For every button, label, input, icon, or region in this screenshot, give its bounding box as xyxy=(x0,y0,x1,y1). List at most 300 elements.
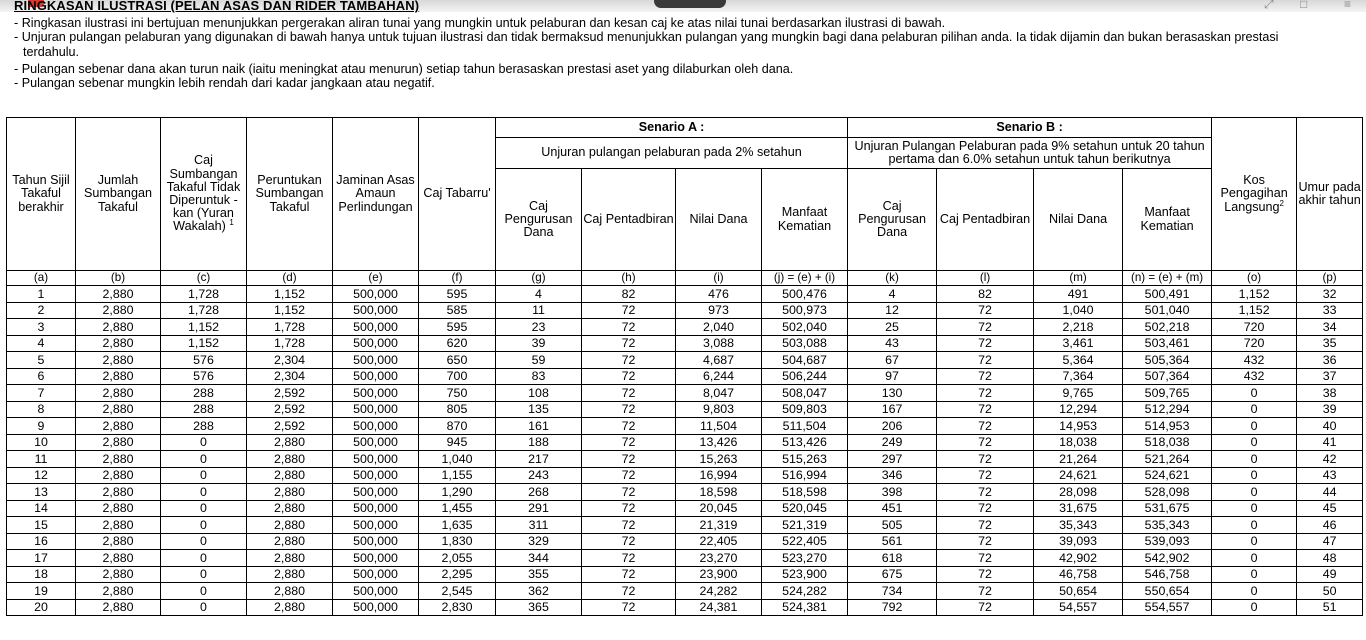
table-cell: 23,900 xyxy=(676,566,762,583)
window-icon[interactable]: □ xyxy=(1300,0,1308,11)
table-cell: 9,803 xyxy=(676,401,762,418)
note-2-cont: terdahulu. xyxy=(23,44,80,59)
table-row xyxy=(7,500,1363,517)
table-cell: 2,880 xyxy=(76,401,161,418)
table-cell: 502,040 xyxy=(762,319,848,336)
viewer-pill[interactable] xyxy=(654,0,726,8)
table-cell: 44 xyxy=(1297,484,1363,501)
table-cell: 161 xyxy=(496,418,582,435)
table-cell: 50 xyxy=(1297,583,1363,600)
column-letter: (b) xyxy=(76,271,161,286)
table-cell: 805 xyxy=(419,401,496,418)
table-cell: 2,880 xyxy=(76,368,161,385)
table-cell: 329 xyxy=(496,533,582,550)
table-cell: 524,381 xyxy=(762,599,848,616)
table-cell: 18,038 xyxy=(1034,434,1123,451)
table-cell: 502,218 xyxy=(1123,319,1212,336)
table-cell: 11 xyxy=(7,451,76,468)
table-cell: 9,765 xyxy=(1034,385,1123,402)
table-cell: 2,880 xyxy=(76,484,161,501)
table-cell: 2,880 xyxy=(247,451,333,468)
table-cell: 16,994 xyxy=(676,467,762,484)
table-cell: 12 xyxy=(848,302,937,319)
header-f: Caj Tabarru' xyxy=(419,118,496,271)
table-cell: 518,598 xyxy=(762,484,848,501)
table-cell: 500,000 xyxy=(333,550,419,567)
table-cell: 516,994 xyxy=(762,467,848,484)
table-cell: 268 xyxy=(496,484,582,501)
table-cell: 528,098 xyxy=(1123,484,1212,501)
table-cell: 38 xyxy=(1297,385,1363,402)
column-letter: (l) xyxy=(937,271,1034,286)
table-cell: 15 xyxy=(7,517,76,534)
table-cell: 2,880 xyxy=(247,533,333,550)
table-cell: 37 xyxy=(1297,368,1363,385)
table-cell: 72 xyxy=(582,500,676,517)
table-cell: 2,880 xyxy=(76,467,161,484)
column-letter-row xyxy=(7,271,1363,286)
table-cell: 7,364 xyxy=(1034,368,1123,385)
table-cell: 0 xyxy=(1212,418,1297,435)
table-cell: 523,900 xyxy=(762,566,848,583)
table-cell: 513,426 xyxy=(762,434,848,451)
header-p: Umur pada akhir tahun xyxy=(1297,118,1363,271)
header-o: Kos Pengagihan Langsung$^2$ xyxy=(1212,118,1297,271)
table-body xyxy=(7,286,1363,616)
table-row xyxy=(7,418,1363,435)
table-cell: 72 xyxy=(937,517,1034,534)
table-cell: 355 xyxy=(496,566,582,583)
table-cell: 243 xyxy=(496,467,582,484)
table-cell: 206 xyxy=(848,418,937,435)
table-cell: 10 xyxy=(7,434,76,451)
table-cell: 503,088 xyxy=(762,335,848,352)
column-letter: (e) xyxy=(333,271,419,286)
header-g: Caj Pengurusan Dana xyxy=(496,169,582,271)
table-cell: 0 xyxy=(161,500,247,517)
table-cell: 82 xyxy=(582,286,676,303)
table-cell: 49 xyxy=(1297,566,1363,583)
table-cell: 504,687 xyxy=(762,352,848,369)
table-cell: 72 xyxy=(582,434,676,451)
table-cell: 500,000 xyxy=(333,385,419,402)
column-letter: (j) = (e) + (i) xyxy=(762,271,848,286)
table-cell: 2,880 xyxy=(76,286,161,303)
table-cell: 518,038 xyxy=(1123,434,1212,451)
note-2: - Unjuran pulangan pelaburan yang digunakan di bawah hanya untuk tujuan ilustrasi dan tidak bermaksud menunjukkan pulangan yang mungkin bagi dana pelaburan pilihan anda. Ia tidak dijamin dan bukan berasaskan prestasi xyxy=(14,30,1279,45)
table-cell: 5 xyxy=(7,352,76,369)
table-cell: 535,343 xyxy=(1123,517,1212,534)
scenario-a-label: Senario A : xyxy=(496,118,848,138)
table-cell: 72 xyxy=(582,583,676,600)
table-cell: 43 xyxy=(1297,467,1363,484)
table-cell: 24,282 xyxy=(676,583,762,600)
table-cell: 0 xyxy=(161,467,247,484)
table-cell: 522,405 xyxy=(762,533,848,550)
table-cell: 0 xyxy=(161,533,247,550)
table-cell: 32 xyxy=(1297,286,1363,303)
table-cell: 42 xyxy=(1297,451,1363,468)
table-cell: 39,093 xyxy=(1034,533,1123,550)
table-cell: 8 xyxy=(7,401,76,418)
table-cell: 0 xyxy=(161,550,247,567)
table-cell: 16 xyxy=(7,533,76,550)
table-row xyxy=(7,467,1363,484)
header-k: Caj Pengurusan Dana xyxy=(848,169,937,271)
table-cell: 1,152 xyxy=(161,319,247,336)
table-cell: 72 xyxy=(582,335,676,352)
table-cell: 546,758 xyxy=(1123,566,1212,583)
table-cell: 22,405 xyxy=(676,533,762,550)
table-cell: 97 xyxy=(848,368,937,385)
column-letter: (p) xyxy=(1297,271,1363,286)
table-cell: 72 xyxy=(937,467,1034,484)
table-cell: 2,880 xyxy=(76,599,161,616)
header-j: Manfaat Kematian xyxy=(762,169,848,271)
table-cell: 346 xyxy=(848,467,937,484)
table-cell: 21,319 xyxy=(676,517,762,534)
column-letter: (c) xyxy=(161,271,247,286)
column-letter: (f) xyxy=(419,271,496,286)
note-3: - Pulangan sebenar dana akan turun naik (iaitu meningkat atau menurun) setiap tahun berasaskan prestasi aset yang dilaburkan oleh dana. xyxy=(14,61,794,76)
table-cell: 720 xyxy=(1212,335,1297,352)
table-cell: 21,264 xyxy=(1034,451,1123,468)
table-row xyxy=(7,451,1363,468)
table-cell: 249 xyxy=(848,434,937,451)
table-row xyxy=(7,484,1363,501)
header-b: Jumlah Sumbangan Takaful xyxy=(76,118,161,271)
table-cell: 72 xyxy=(937,352,1034,369)
table-cell: 500,000 xyxy=(333,500,419,517)
table-cell: 46 xyxy=(1297,517,1363,534)
table-cell: 17 xyxy=(7,550,76,567)
table-cell: 973 xyxy=(676,302,762,319)
table-cell: 700 xyxy=(419,368,496,385)
table-cell: 0 xyxy=(161,517,247,534)
table-cell: 514,953 xyxy=(1123,418,1212,435)
table-cell: 1,635 xyxy=(419,517,496,534)
menu-icon[interactable]: ≡ xyxy=(1344,0,1352,11)
table-cell: 72 xyxy=(582,385,676,402)
table-cell: 35 xyxy=(1297,335,1363,352)
table-cell: 297 xyxy=(848,451,937,468)
table-cell: 500,000 xyxy=(333,467,419,484)
table-cell: 2,545 xyxy=(419,583,496,600)
table-cell: 24,621 xyxy=(1034,467,1123,484)
table-cell: 67 xyxy=(848,352,937,369)
table-cell: 2,880 xyxy=(76,434,161,451)
table-cell: 39 xyxy=(1297,401,1363,418)
table-cell: 500,000 xyxy=(333,418,419,435)
table-cell: 82 xyxy=(937,286,1034,303)
expand-icon[interactable]: ⤢ xyxy=(1264,0,1274,11)
table-cell: 43 xyxy=(848,335,937,352)
table-cell: 291 xyxy=(496,500,582,517)
table-cell: 72 xyxy=(582,484,676,501)
table-cell: 520,045 xyxy=(762,500,848,517)
table-cell: 0 xyxy=(1212,533,1297,550)
table-cell: 288 xyxy=(161,385,247,402)
table-cell: 13 xyxy=(7,484,76,501)
scenario-b-label: Senario B : xyxy=(848,118,1212,138)
table-cell: 0 xyxy=(161,484,247,501)
header-l: Caj Pentadbiran xyxy=(937,169,1034,271)
table-cell: 2,880 xyxy=(247,599,333,616)
table-cell: 8,047 xyxy=(676,385,762,402)
table-cell: 36 xyxy=(1297,352,1363,369)
table-cell: 72 xyxy=(937,583,1034,600)
table-cell: 500,000 xyxy=(333,599,419,616)
scenario-a-desc: Unjuran pulangan pelaburan pada 2% setahun xyxy=(496,138,848,169)
scenario-b-desc: Unjuran Pulangan Pelaburan pada 9% setahun untuk 20 tahun pertama dan 6.0% setahun untuk tahun berikutnya xyxy=(848,138,1212,169)
table-cell: 2,830 xyxy=(419,599,496,616)
table-row xyxy=(7,517,1363,534)
table-cell: 521,319 xyxy=(762,517,848,534)
table-cell: 0 xyxy=(1212,500,1297,517)
table-cell: 2,880 xyxy=(247,467,333,484)
table-cell: 508,047 xyxy=(762,385,848,402)
table-cell: 0 xyxy=(1212,583,1297,600)
table-cell: 501,040 xyxy=(1123,302,1212,319)
table-cell: 3,088 xyxy=(676,335,762,352)
table-row xyxy=(7,533,1363,550)
table-cell: 432 xyxy=(1212,368,1297,385)
table-cell: 500,000 xyxy=(333,583,419,600)
table-cell: 2,880 xyxy=(76,451,161,468)
table-cell: 500,000 xyxy=(333,566,419,583)
table-cell: 500,000 xyxy=(333,401,419,418)
table-cell: 576 xyxy=(161,368,247,385)
table-cell: 20,045 xyxy=(676,500,762,517)
table-cell: 500,000 xyxy=(333,302,419,319)
table-cell: 506,244 xyxy=(762,368,848,385)
table-cell: 2,880 xyxy=(76,319,161,336)
table-cell: 130 xyxy=(848,385,937,402)
page-title: RINGKASAN ILUSTRASI (PELAN ASAS DAN RIDER TAMBAHAN) xyxy=(14,0,420,13)
table-cell: 505,364 xyxy=(1123,352,1212,369)
table-cell: 72 xyxy=(937,401,1034,418)
table-cell: 72 xyxy=(582,467,676,484)
table-cell: 41 xyxy=(1297,434,1363,451)
table-cell: 72 xyxy=(937,385,1034,402)
table-cell: 945 xyxy=(419,434,496,451)
table-cell: 451 xyxy=(848,500,937,517)
table-cell: 72 xyxy=(582,566,676,583)
column-letter: (d) xyxy=(247,271,333,286)
table-cell: 2,880 xyxy=(247,517,333,534)
table-cell: 4 xyxy=(496,286,582,303)
table-cell: 524,621 xyxy=(1123,467,1212,484)
table-cell: 521,264 xyxy=(1123,451,1212,468)
table-cell: 50,654 xyxy=(1034,583,1123,600)
table-cell: 542,902 xyxy=(1123,550,1212,567)
note-1: - Ringkasan ilustrasi ini bertujuan menunjukkan pergerakan aliran tunai yang mungkin untuk pelaburan dan kesan caj ke atas nilai tunai berdasarkan ilustrasi di bawah. xyxy=(14,16,946,30)
table-cell: 188 xyxy=(496,434,582,451)
table-cell: 524,282 xyxy=(762,583,848,600)
table-cell: 362 xyxy=(496,583,582,600)
table-cell: 34 xyxy=(1297,319,1363,336)
table-cell: 595 xyxy=(419,319,496,336)
table-cell: 48 xyxy=(1297,550,1363,567)
table-cell: 2,880 xyxy=(76,533,161,550)
table-cell: 72 xyxy=(582,517,676,534)
table-cell: 23 xyxy=(496,319,582,336)
table-cell: 2,295 xyxy=(419,566,496,583)
table-cell: 1,152 xyxy=(1212,286,1297,303)
table-cell: 31,675 xyxy=(1034,500,1123,517)
table-cell: 14 xyxy=(7,500,76,517)
column-letter: (n) = (e) + (m) xyxy=(1123,271,1212,286)
table-cell: 500,491 xyxy=(1123,286,1212,303)
table-cell: 72 xyxy=(937,566,1034,583)
table-cell: 1,040 xyxy=(419,451,496,468)
table-cell: 0 xyxy=(161,434,247,451)
table-cell: 1,728 xyxy=(247,319,333,336)
table-cell: 500,000 xyxy=(333,368,419,385)
table-cell: 500,973 xyxy=(762,302,848,319)
table-cell: 734 xyxy=(848,583,937,600)
table-row xyxy=(7,401,1363,418)
table-cell: 500,000 xyxy=(333,352,419,369)
table-cell: 2,880 xyxy=(76,583,161,600)
table-cell: 40 xyxy=(1297,418,1363,435)
table-row xyxy=(7,566,1363,583)
table-cell: 0 xyxy=(161,599,247,616)
table-cell: 561 xyxy=(848,533,937,550)
table-cell: 135 xyxy=(496,401,582,418)
table-cell: 550,654 xyxy=(1123,583,1212,600)
table-row xyxy=(7,434,1363,451)
column-letter: (k) xyxy=(848,271,937,286)
table-cell: 6,244 xyxy=(676,368,762,385)
header-a: Tahun Sijil Takaful berakhir xyxy=(7,118,76,271)
table-cell: 531,675 xyxy=(1123,500,1212,517)
table-row xyxy=(7,302,1363,319)
table-cell: 523,270 xyxy=(762,550,848,567)
table-cell: 24,381 xyxy=(676,599,762,616)
table-cell: 72 xyxy=(937,434,1034,451)
table-cell: 576 xyxy=(161,352,247,369)
table-cell: 15,263 xyxy=(676,451,762,468)
table-cell: 72 xyxy=(582,599,676,616)
table-cell: 1,040 xyxy=(1034,302,1123,319)
table-cell: 500,000 xyxy=(333,484,419,501)
table-cell: 19 xyxy=(7,583,76,600)
table-cell: 0 xyxy=(1212,550,1297,567)
table-cell: 0 xyxy=(1212,467,1297,484)
table-cell: 72 xyxy=(937,368,1034,385)
table-cell: 72 xyxy=(582,368,676,385)
table-cell: 23,270 xyxy=(676,550,762,567)
table-cell: 2,592 xyxy=(247,385,333,402)
table-cell: 2,880 xyxy=(247,500,333,517)
table-cell: 476 xyxy=(676,286,762,303)
table-cell: 507,364 xyxy=(1123,368,1212,385)
table-cell: 72 xyxy=(582,451,676,468)
table-cell: 72 xyxy=(937,533,1034,550)
table-cell: 217 xyxy=(496,451,582,468)
table-cell: 500,000 xyxy=(333,451,419,468)
table-row xyxy=(7,368,1363,385)
table-row xyxy=(7,550,1363,567)
column-letter: (m) xyxy=(1034,271,1123,286)
table-cell: 0 xyxy=(1212,385,1297,402)
table-cell: 1,728 xyxy=(161,302,247,319)
table-row xyxy=(7,286,1363,303)
table-cell: 2,880 xyxy=(76,550,161,567)
table-cell: 35,343 xyxy=(1034,517,1123,534)
table-cell: 2,592 xyxy=(247,401,333,418)
table-cell: 792 xyxy=(848,599,937,616)
table-cell: 51 xyxy=(1297,599,1363,616)
table-cell: 500,476 xyxy=(762,286,848,303)
table-cell: 72 xyxy=(937,335,1034,352)
table-cell: 344 xyxy=(496,550,582,567)
table-cell: 2,055 xyxy=(419,550,496,567)
table-cell: 0 xyxy=(161,583,247,600)
table-cell: 72 xyxy=(582,319,676,336)
column-letter: (h) xyxy=(582,271,676,286)
table-cell: 72 xyxy=(937,484,1034,501)
table-cell: 1,290 xyxy=(419,484,496,501)
table-cell: 2,880 xyxy=(76,517,161,534)
table-cell: 2,218 xyxy=(1034,319,1123,336)
header-m: Nilai Dana xyxy=(1034,169,1123,271)
table-cell: 505 xyxy=(848,517,937,534)
table-cell: 500,000 xyxy=(333,533,419,550)
table-cell: 47 xyxy=(1297,533,1363,550)
table-cell: 2,880 xyxy=(76,418,161,435)
table-row xyxy=(7,352,1363,369)
table-cell: 39 xyxy=(496,335,582,352)
table-cell: 0 xyxy=(161,451,247,468)
table-cell: 25 xyxy=(848,319,937,336)
table-cell: 1,728 xyxy=(161,286,247,303)
table-cell: 4,687 xyxy=(676,352,762,369)
table-cell: 72 xyxy=(937,319,1034,336)
table-cell: 500,000 xyxy=(333,434,419,451)
table-cell: 72 xyxy=(582,352,676,369)
header-c: Caj Sumbangan Takaful Tidak Diperuntuk - kan (Yuran Wakalah) $^1$ xyxy=(161,118,247,271)
table-cell: 512,294 xyxy=(1123,401,1212,418)
table-row xyxy=(7,335,1363,352)
table-row xyxy=(7,583,1363,600)
table-cell: 1,152 xyxy=(247,286,333,303)
table-cell: 311 xyxy=(496,517,582,534)
table-cell: 18 xyxy=(7,566,76,583)
table-cell: 539,093 xyxy=(1123,533,1212,550)
table-cell: 1 xyxy=(7,286,76,303)
table-cell: 650 xyxy=(419,352,496,369)
table-cell: 0 xyxy=(1212,484,1297,501)
table-cell: 2,880 xyxy=(76,500,161,517)
illustration-table xyxy=(6,117,1363,616)
table-cell: 509,803 xyxy=(762,401,848,418)
table-cell: 1,152 xyxy=(1212,302,1297,319)
table-cell: 500,000 xyxy=(333,319,419,336)
table-cell: 2,880 xyxy=(76,352,161,369)
table-cell: 72 xyxy=(937,418,1034,435)
table-cell: 2,592 xyxy=(247,418,333,435)
table-cell: 500,000 xyxy=(333,286,419,303)
table-cell: 2,880 xyxy=(76,385,161,402)
header-d: Peruntukan Sumbangan Takaful xyxy=(247,118,333,271)
table-cell: 72 xyxy=(937,451,1034,468)
table-cell: 1,155 xyxy=(419,467,496,484)
table-cell: 33 xyxy=(1297,302,1363,319)
table-cell: 72 xyxy=(582,550,676,567)
table-cell: 2,304 xyxy=(247,368,333,385)
